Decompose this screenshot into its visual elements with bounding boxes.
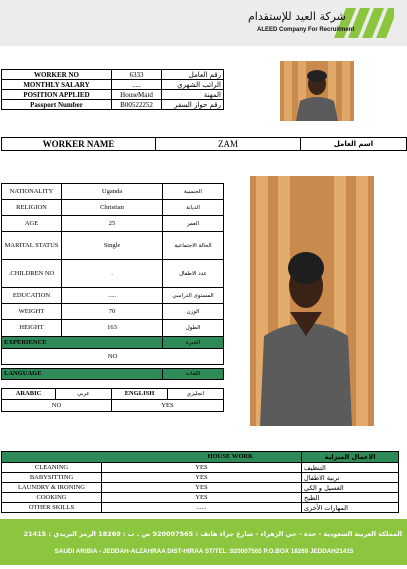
row-cleaning [2, 463, 399, 473]
age-label-ar: العمر [163, 216, 224, 232]
monthly-salary-label: MONTHLY SALARY [2, 80, 112, 90]
weight-label: WEIGHT [2, 304, 62, 320]
house-work-label-ar: الاعمال المنزلية [302, 452, 399, 463]
experience-label-ar: الخبرة [163, 337, 224, 349]
details-table [1, 183, 224, 380]
worker-no-label: WORKER NO [2, 70, 112, 80]
experience-value: NO [2, 349, 224, 365]
nationality-label: NATIONALITY [2, 184, 62, 200]
summary-table [1, 69, 224, 110]
language-header [2, 369, 224, 380]
children-label-ar: عدد الاطفال [163, 260, 224, 288]
marital-value: Single [62, 232, 163, 260]
house-work-label: HOUSE WORK [2, 452, 302, 463]
row-other-skills [2, 503, 399, 513]
worker-name-table [1, 137, 407, 151]
row-nationality [2, 184, 224, 200]
row-education [2, 288, 224, 304]
row-religion [2, 200, 224, 216]
position-applied-label: POSITION APPLIED [2, 90, 112, 100]
experience-header [2, 337, 224, 349]
row-weight [2, 304, 224, 320]
footer-address-arabic: المملكة العربية السعودية - جدة - حي الزهراء - شارع جراء هاتف : 920007565 ص . ب : 18269 الرمز البريدي : 21415 [23, 530, 402, 538]
other-skills-value: ...... [102, 503, 302, 513]
cleaning-value: YES [102, 463, 302, 473]
age-value: 25 [62, 216, 163, 232]
cooking-value: YES [102, 493, 302, 503]
nationality-value: Uganda [62, 184, 163, 200]
position-applied-label-ar: المهنة [162, 90, 224, 100]
babysitting-value: YES [102, 473, 302, 483]
language-label-ar: اللغات [163, 369, 224, 380]
experience-label: EXPERIENCE [2, 337, 163, 349]
language-table [1, 388, 224, 412]
company-name-arabic: شركة العيد للإستقدام [248, 10, 346, 23]
religion-label-ar: الديانة [163, 200, 224, 216]
worker-photo-small [280, 61, 354, 121]
education-label-ar: المستوى الدراسي [163, 288, 224, 304]
weight-value: 70 [62, 304, 163, 320]
height-value: 163 [62, 320, 163, 337]
education-value: ..... [62, 288, 163, 304]
english-label-ar: انجليزي [168, 389, 224, 400]
babysitting-label-ar: تربية الاطفال [302, 473, 399, 483]
row-worker-name [2, 138, 407, 151]
row-worker-no [2, 70, 224, 80]
other-skills-label-ar: المهارات الأخرى [302, 503, 399, 513]
row-children [2, 260, 224, 288]
other-skills-label: OTHER SKILLS [2, 503, 102, 513]
marital-label: MARITAL STATUS [2, 232, 62, 260]
row-babysitting [2, 473, 399, 483]
passport-number-value: B00522252 [112, 100, 162, 110]
cooking-label: COOKING [2, 493, 102, 503]
arabic-label-ar: عربي [56, 389, 112, 400]
row-height [2, 320, 224, 337]
language-label: LANGUAGE [2, 369, 163, 380]
house-work-header [2, 452, 399, 463]
laundry-label: LAUNDRY & IRONING [2, 483, 102, 493]
worker-no-value: 6333 [112, 70, 162, 80]
worker-name-label: WORKER NAME [2, 138, 156, 151]
language-names-row [2, 389, 224, 400]
marital-label-ar: الحالة الاجتماعية [163, 232, 224, 260]
passport-number-label: Passport Number [2, 100, 112, 110]
row-position-applied [2, 90, 224, 100]
nationality-label-ar: الجنسية [163, 184, 224, 200]
english-value: YES [112, 400, 224, 412]
company-name-english: ALEED Company For Recruitment [257, 27, 355, 33]
row-laundry-ironing [2, 483, 399, 493]
age-label: AGE [2, 216, 62, 232]
row-age [2, 216, 224, 232]
passport-number-label-ar: رقم جواز السفر [162, 100, 224, 110]
religion-value: Christian [62, 200, 163, 216]
language-values-row [2, 400, 224, 412]
height-label-ar: الطول [163, 320, 224, 337]
weight-label-ar: الوزن [163, 304, 224, 320]
arabic-value: NO [2, 400, 112, 412]
footer-address-english: SAUDI ARIBIA - JEDDAH-ALZAHRAA DIST-HIRAA ST/TEL :920007565 P.O.BOX 18269 JEDDAH21415 [54, 548, 354, 555]
position-applied-value: HouseMaid [112, 90, 162, 100]
height-label: HEIGHT [2, 320, 62, 337]
laundry-label-ar: الغسيل و الكي [302, 483, 399, 493]
row-marital-status [2, 232, 224, 260]
english-label: ENGLISH [112, 389, 168, 400]
laundry-value: YES [102, 483, 302, 493]
children-value: . [62, 260, 163, 288]
monthly-salary-label-ar: الراتب الشهري [162, 80, 224, 90]
house-work-table [1, 451, 399, 513]
footer-bar [0, 519, 407, 565]
row-cooking [2, 493, 399, 503]
cleaning-label: CLEANING [2, 463, 102, 473]
worker-name-label-ar: اسم العامل [301, 138, 407, 151]
row-monthly-salary [2, 80, 224, 90]
education-label: EDUCATION [2, 288, 62, 304]
religion-label: RELIGION [2, 200, 62, 216]
worker-no-label-ar: رقم العامل [162, 70, 224, 80]
babysitting-label: BABYSITTING [2, 473, 102, 483]
cooking-label-ar: الطبخ [302, 493, 399, 503]
worker-name-value: ZAM [156, 138, 301, 151]
arabic-label: ARABIC [2, 389, 56, 400]
children-label: .CHILDREN NO [2, 260, 62, 288]
row-passport-number [2, 100, 224, 110]
row-experience-value [2, 349, 224, 365]
cleaning-label-ar: التنظيف [302, 463, 399, 473]
monthly-salary-value: ..... [112, 80, 162, 90]
worker-photo-large [250, 176, 374, 426]
